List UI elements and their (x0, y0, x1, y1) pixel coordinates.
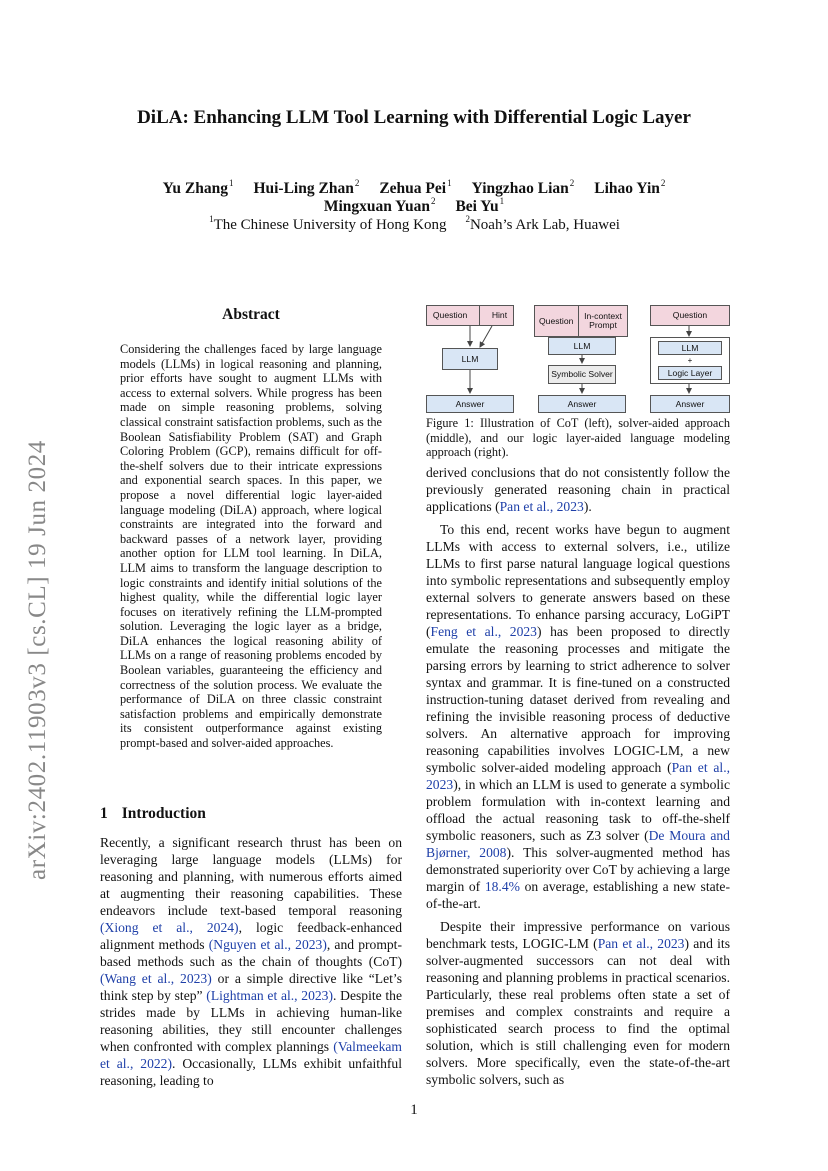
author-name: Yingzhao Lian$^2$ (471, 178, 575, 197)
citation-link[interactable]: 18.4% (484, 879, 520, 894)
cot-answer-box: Answer (426, 395, 514, 413)
citation-link[interactable]: Feng et al., 2023 (430, 624, 537, 639)
abstract-heading: Abstract (222, 306, 280, 323)
cot-llm-box: LLM (442, 348, 498, 370)
author-name: Bei Yu$^1$ (455, 196, 505, 215)
dila-answer-box: Answer (650, 395, 730, 413)
paper-title: DiLA: Enhancing LLM Tool Learning with Differential Logic Layer (137, 107, 691, 128)
author-affiliation-mark: 1 (499, 196, 505, 206)
solver-symbolic-box: Symbolic Solver (548, 365, 616, 384)
affiliation-mark: 2 (465, 214, 470, 224)
affiliation: $^2$Noah’s Ark Lab, Huawei (465, 214, 620, 233)
dila-logic-layer-box: Logic Layer (658, 366, 722, 380)
citation-link[interactable]: Pan et al., 2023 (597, 936, 685, 951)
figure-1 (424, 303, 734, 417)
citation-link[interactable]: (Wang et al., 2023) (100, 971, 212, 986)
author-name: Lihao Yin$^2$ (594, 178, 666, 197)
affiliation-mark: 1 (209, 214, 214, 224)
dila-plus-sign: + (687, 356, 693, 365)
author-affiliation-mark: 2 (660, 178, 666, 188)
cot-divider (479, 305, 480, 326)
author-affiliation-mark: 2 (569, 178, 575, 188)
solver-answer-box: Answer (538, 395, 626, 413)
page-number: 1 (410, 1102, 418, 1118)
author-name: Hui-Ling Zhan$^2$ (253, 178, 360, 197)
citation-link[interactable]: (Xiong et al., 2024) (100, 920, 239, 935)
solver-divider (578, 305, 579, 337)
right-paragraph-1: derived conclusions that do not consistently follow the previously generated reasoning chain in practical applications (Pan et al., 2023). (426, 465, 730, 514)
cot-question-hint-box (426, 305, 514, 326)
affiliations (0, 209, 828, 235)
intro-paragraph-1: Recently, a significant research thrust has been on leveraging large language models (LLMs) for reasoning and planning, with numerous efforts aimed at augmenting their reasoning capabilities. These endeavors include text-based temporal reasoning (Xiong et al., 2024), logic feedback-enhanced alignment methods (Nguyen et al., 2023), and prompt-based methods such as the chain of thoughts (CoT) (Wang et al., 2023) or a simple directive like “Let’s think step by step” (Lightman et al., 2023). Despite the strides made by LLMs in achieving human-like reasoning abilities, they still encounter challenges when confronted with complex plannings (Valmeekam et al., 2022). Occasionally, LLMs exhibit unfaithful reasoning, leading to (100, 835, 403, 1088)
solver-question-label: Question (539, 315, 574, 326)
section-title: Introduction (121, 805, 206, 822)
figure-caption: Figure 1: Illustration of CoT (left), solver-aided approach (middle), and our logic layer-aided language modeling approach (right). (426, 416, 730, 459)
citation-link[interactable]: De Moura and Bjørner, 2008 (426, 828, 730, 860)
solver-llm-box: LLM (548, 337, 616, 355)
dila-llm-box: LLM (658, 341, 722, 355)
dila-llm-logic-group (650, 337, 730, 384)
solver-question-prompt-box (534, 305, 628, 337)
citation-link[interactable]: (Valmeekam et al., 2022) (100, 1039, 402, 1071)
solver-prompt-label: In-context Prompt (584, 311, 622, 330)
affiliation: $^1$The Chinese University of Hong Kong (209, 214, 447, 233)
cot-hint-label: Hint (491, 310, 508, 320)
author-name: Zehua Pei$^1$ (379, 178, 452, 197)
author-affiliation-mark: 1 (447, 178, 452, 188)
section-number: 1 (100, 805, 108, 822)
author-name: Mingxuan Yuan$^2$ (323, 196, 436, 215)
citation-link[interactable]: Pan et al., 2023 (499, 499, 584, 514)
author-affiliation-mark: 2 (430, 196, 436, 206)
section-heading (100, 805, 206, 823)
citation-link[interactable]: (Nguyen et al., 2023) (208, 937, 327, 952)
citation-link[interactable]: (Lightman et al., 2023) (206, 988, 334, 1003)
right-paragraph-2: To this end, recent works have begun to augment LLMs with access to external solvers, i.e., utilize LLMs to first parse natural language logical questions into symbolic representations and subsequently employ external solvers to generate answers based on these representations. To enhance parsing accuracy, LoGiPT (Feng et al., 2023) has been proposed to directly emulate the reasoning processes and mitigate the parsing errors by learning to strict adherence to solver syntax and grammar. It is fine-tuned on a constructed instruction-tuning dataset derived from revealing and refining the invisible reasoning process of deductive solvers. An alternative approach for improving reasoning capabilities involves LOGIC-LM, a new symbolic solver-aided modeling approach (Pan et al., 2023), in which an LLM is used to generate a symbolic problem formulation with in-context learning and offload the actual reasoning task to off-the-shelf symbolic reasoners, such as Z3 solver (De Moura and Bjørner, 2008). This solver-augmented method has demonstrated superiority over CoT by achieving a large margin of 18.4% on average, establishing a new state-of-the-art. (426, 522, 730, 911)
arrow-left-hint-llm (480, 326, 492, 347)
right-paragraph-3: Despite their impressive performance on various benchmark tests, LOGIC-LM (Pan et al., 2023) and its solver-augmented successors can not deal with reasoning and planning problems in practical scenarios. Particularly, these real problems often state a set of premises and complex constraints and require a sophisticated search process to find the optimal solution, which is still challenging even for modern solvers. More specifically, even the state-of-the-art symbolic solvers, such as (426, 919, 730, 1087)
author-affiliation-mark: 2 (354, 178, 360, 188)
arxiv-identifier[interactable]: arXiv:2402.11903v3 [cs.CL] 19 Jun 2024 (24, 440, 51, 880)
dila-question-box: Question (650, 305, 730, 326)
abstract-body: Considering the challenges faced by large language models (LLMs) in logical reasoning and planning, prior efforts have sought to augment LLMs with access to external solvers. While progress has been made on simple reasoning problems, solving classical constraint satisfaction problems, such as the Boolean Satisfiability Problem (SAT) and Graph Coloring Problem (GCP), remains difficult for off-the-shelf solvers due to their intricate expressions and exponential search spaces. In this paper, we propose a novel differential logic layer-aided language modeling (DiLA) approach, where logical constraints are integrated into the forward and backward passes of a network layer, providing another option for LLM tool learning. In DiLA, LLM aims to transform the language description to logic constraints and identify initial solutions of the highest quality, while the differential logic layer focuses on iteratively refining the LLM-prompted solution. Leveraging the logic layer as a bridge, DiLA enhances the logical reasoning ability of LLMs on a range of reasoning problems encoded by Boolean variables, guaranteeing the efficiency and correctness of the solution process. We evaluate the performance of DiLA on three classic constraint satisfaction problems and empirically demonstrate its consistent outperformance against existing prompt-based and solver-aided approaches. (120, 342, 382, 751)
cot-question-label: Question (432, 310, 468, 320)
citation-link[interactable]: Pan et al., 2023 (426, 760, 730, 792)
author-affiliation-mark: 1 (228, 178, 234, 188)
author-name: Yu Zhang$^1$ (162, 178, 234, 197)
